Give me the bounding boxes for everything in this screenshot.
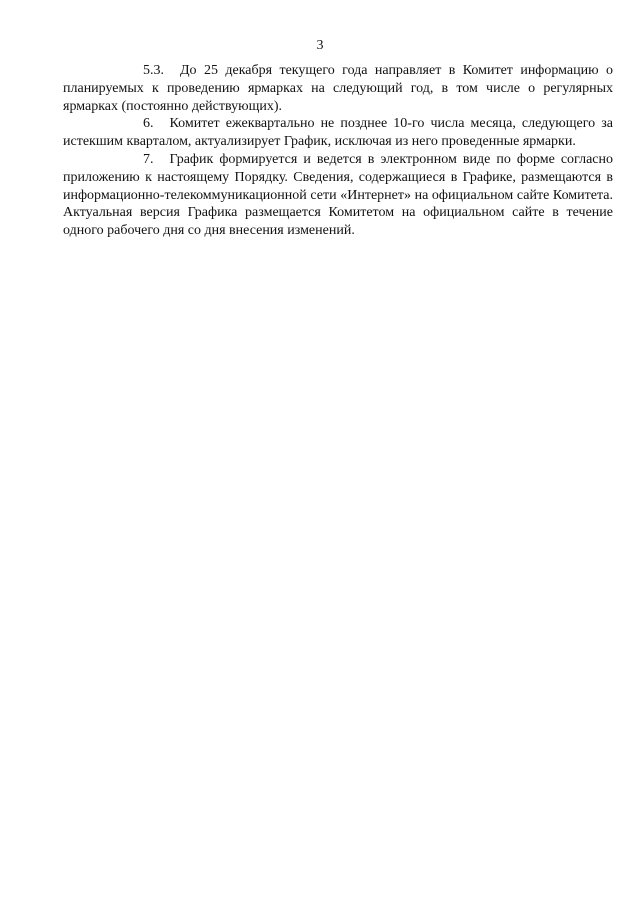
paragraph-number: 6. xyxy=(143,116,154,132)
paragraph-6 xyxy=(63,115,613,151)
paragraph-7 xyxy=(63,151,613,240)
paragraph-number: 5.3. xyxy=(143,63,164,78)
paragraph-text: До 25 декабря текущего года направляет в Комитет информацию о планируемых к проведению ярмарках на следующий год, в том числе о регулярных ярмарках (постоянно действующих). xyxy=(63,63,613,114)
paragraph-text: Комитет ежеквартально не позднее 10-го числа месяца, следующего за истекшим кварталом, актуализирует График, исключая из него проведенные ярмарки. xyxy=(63,116,613,150)
page-number: 3 xyxy=(316,38,324,53)
document-body xyxy=(63,62,613,240)
paragraph-5-3 xyxy=(63,62,613,115)
paragraph-text: График формируется и ведется в электронном виде по форме согласно приложению к настоящему Порядку. Сведения, содержащиеся в Графике, размещаются в информационно-телекоммуникационной сети «Интернет» на официальном сайте Комитета. Актуальная версия Графика размещается Комитетом на официальном сайте в течение одного рабочего дня со дня внесения изменений. xyxy=(63,151,613,239)
paragraph-number: 7. xyxy=(143,151,154,167)
